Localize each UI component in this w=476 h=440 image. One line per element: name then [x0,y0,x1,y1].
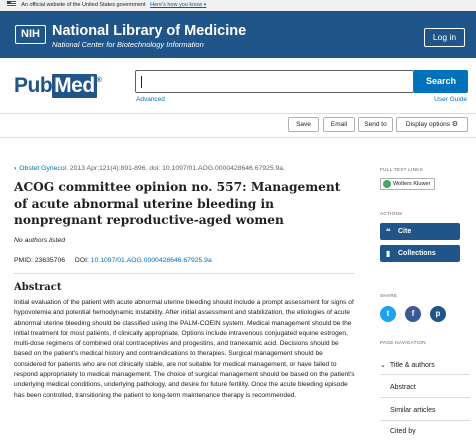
article-title: ACOG committee opinion no. 557: Management of acute abnormal uterine bleeding in nonpregnant reproductive-aged women [14,180,341,227]
pmid-value: 23635706 [34,257,66,264]
share-label: SHARE [380,293,398,298]
send-to-button[interactable]: Send to [358,117,393,132]
quote-icon: ❝ [386,227,391,236]
ncbi-subtitle: National Center for Biotechnology Information [52,40,204,49]
journal-link[interactable]: Obstet Gynecol [19,165,67,172]
save-button[interactable]: Save [288,117,319,132]
actions-label: ACTIONS [380,211,403,216]
citation-text: . 2013 Apr;121(4):891-896. doi: 10.1097/01.AOG.0000428646.67925.9a. [66,165,285,172]
chevron-right-icon: › [14,165,17,172]
email-button[interactable]: Email [323,117,355,132]
divider [0,137,476,138]
doi-link[interactable]: 10.1097/01.AOG.0000428646.67925.9a [90,257,212,264]
twitter-icon[interactable]: t [380,306,396,322]
abstract-heading: Abstract [14,282,62,293]
permalink-icon[interactable]: p [430,306,446,322]
collections-button[interactable]: ▮ Collections [380,245,460,262]
article-ids [14,257,212,264]
pubmed-logo[interactable]: PubMed ® [14,74,102,97]
bookmark-icon: ▮ [386,249,391,258]
wolters-kluwer-icon [383,180,391,188]
divider [14,273,354,274]
nav-title-authors[interactable]: ⌄ Title & authors [380,362,435,369]
heres-how-you-know-link[interactable]: Here's how you know ▾ [150,2,207,8]
full-text-links-label: FULL TEXT LINKS [380,167,423,172]
action-bar [0,115,476,134]
nih-logo[interactable]: NIH [15,25,46,44]
login-button[interactable]: Log in [424,28,465,47]
facebook-icon[interactable]: f [405,306,421,322]
chevron-down-icon: ⌄ [380,362,386,369]
authors: No authors listed [14,237,66,244]
page-navigation-label: PAGE NAVIGATION [380,340,426,345]
chevron-down-icon: ▾ [203,2,207,8]
search-input[interactable] [135,70,414,93]
wolters-kluwer-link[interactable]: Wolters Kluwer [380,178,435,190]
divider [380,397,470,398]
gov-banner [0,0,476,11]
nih-header [0,11,476,58]
doi-label: DOI: [74,257,89,264]
nlm-title[interactable]: National Library of Medicine [52,23,247,39]
text-caret [141,76,142,88]
divider [380,374,470,375]
advanced-search-link[interactable]: Advanced [136,96,165,103]
abstract-text: Initial evaluation of the patient with acute abnormal uterine bleeding should include a prompt assessment for signs of hypovolemia and potential hemodynamic instability. After initial assessment and stabilization, the etiologies of acute abnormal uterine bleeding should be classified using the PALM-COEIN system. Medical management should be the initial treatment for most patients, if clinically appropriate. Options include intravenous conjugated equine estrogen, multi-dose regimens of combined oral contraceptives and progestins, and tranexamic acid. Decisions should be based on the patient's medical history and contraindications to therapies. Surgical management should be considered for patients who are not clinically stable, are not suitable for medical management, or have failed to respond appropriately to medical management. The choice of surgical management should be based on the patient's underlying medical conditions, underlying pathology, and desire for future fertility. Once the acute bleeding episode has been controlled, transitioning the patient to long-term maintenance therapy is recommended. [14,299,355,399]
user-guide-link[interactable]: User Guide [434,96,467,103]
gov-banner-text: An official website of the United States government [21,2,146,8]
pmid-label: PMID: [14,257,33,264]
gear-icon: ⚙ [451,121,459,128]
display-options-button[interactable]: Display options ⚙ [396,117,468,132]
us-flag-icon [7,1,16,7]
search-button[interactable]: Search [414,70,468,93]
nav-abstract[interactable]: Abstract [390,384,416,391]
search-area [0,58,476,113]
divider [380,420,470,421]
nav-cited-by[interactable]: Cited by [390,428,416,435]
journal-citation [14,165,285,172]
cite-button[interactable]: ❝ Cite [380,223,460,240]
nav-similar-articles[interactable]: Similar articles [390,407,436,414]
divider [0,113,476,114]
